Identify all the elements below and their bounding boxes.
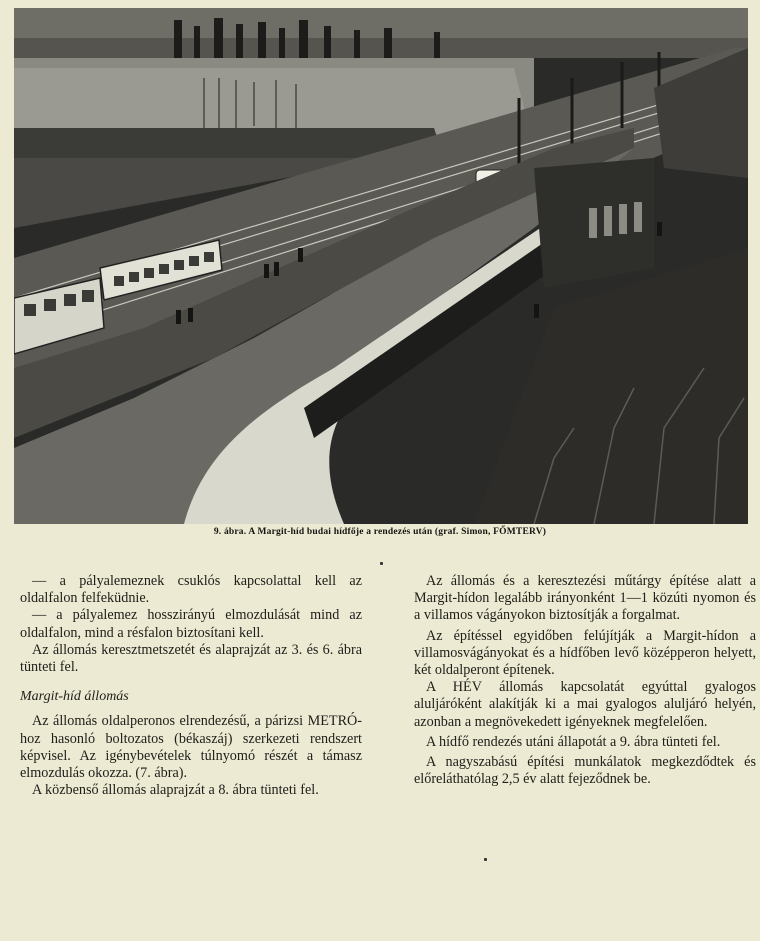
- right-paragraph-3: A HÉV állomás kapcsolatát egyúttal gyalogos aluljáróként alakítják ki a mai gyalogos aluljáró helyén, azonban a megnövekedett igényeknek megfelelően.: [414, 679, 756, 730]
- right-paragraph-1: Az állomás és a keresztezési műtárgy építése alatt a Margit-hídon legalább irányonként 1—1 közúti nyomon és a villamos vágányokon biztosítják a forgalmat.: [414, 573, 756, 624]
- right-paragraph-5: A nagyszabású építési munkálatok megkezdődtek és előreláthatólag 2,5 év alatt fejeződnek be.: [414, 754, 756, 788]
- section-heading: Margit-híd állomás: [20, 689, 129, 705]
- print-speck: [484, 858, 487, 861]
- left-paragraph-2: — a pályalemez hosszirányú elmozdulását mind az oldalfalon, mind a résfalon biztosítani kell.: [20, 607, 362, 641]
- print-speck: [380, 562, 383, 565]
- figure-caption: 9. ábra. A Margit-híd budai hídfője a rendezés után (graf. Simon, FŐMTERV): [213, 527, 547, 537]
- left-paragraph-3: Az állomás keresztmetszetét és alaprajzát az 3. és 6. ábra tünteti fel.: [20, 641, 362, 676]
- left-paragraph-1: — a pályalemeznek csuklós kapcsolattal kell az oldalfalon felfeküdnie.: [20, 573, 362, 607]
- bridge-illustration: [14, 8, 748, 524]
- left-paragraph-5: A közbenső állomás alaprajzát a 8. ábra tünteti fel.: [32, 782, 319, 799]
- bridge-photograph: [14, 8, 748, 524]
- right-paragraph-4: A hídfő rendezés utáni állapotát a 9. ábra tünteti fel.: [426, 733, 721, 750]
- left-text-column: [20, 573, 362, 799]
- left-paragraph-4: Az állomás oldalperonos elrendezésű, a párizsi METRÓ-hoz hasonló boltozatos (békaszáj) szerkezeti rendszert képvisel. Az igénybevételek túlnyomó részét a támasz elmozdulás okozza. (7. ábra).: [20, 713, 362, 782]
- right-text-column: [414, 573, 756, 788]
- right-paragraph-2: Az építéssel egyidőben felújítják a Margit-hídon a villamosvágányokat és a hídfőben levő középperon helyett, két oldalperont építenek.: [414, 627, 756, 679]
